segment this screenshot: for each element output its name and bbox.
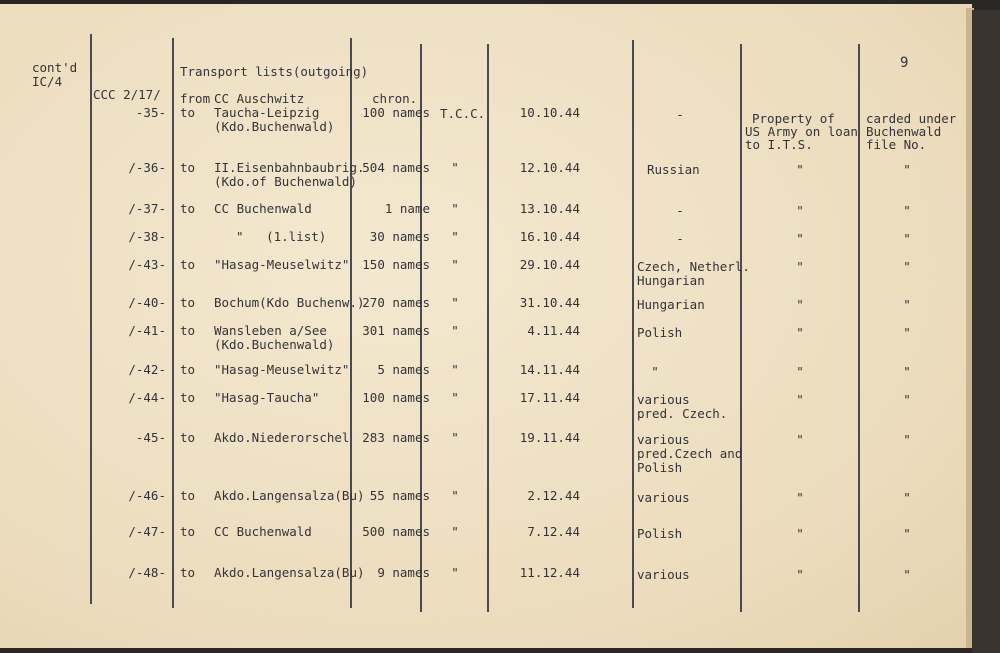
carded-ditto: " [903,259,911,274]
destination-line: Akdo.Langensalza(Bu) [214,488,365,503]
destination-line: "Hasag-Meuselwitz" [214,257,350,272]
names-count: 283 names [362,430,430,445]
names-count: 301 names [362,323,430,338]
nationality-line: Hungarian [637,297,705,312]
transport-number: -45- [135,430,166,445]
names-count: 270 names [362,295,430,310]
nationality-line: Polish [637,460,683,475]
nationality-line: Czech, Netherl. [637,259,750,274]
destination-line: CC Auschwitz [214,91,305,106]
transport-number: /-46- [128,488,166,503]
transport-number: /-38- [128,229,166,244]
destination-line: Akdo.Langensalza(Bu) [214,565,365,580]
transport-number: -35- [135,105,166,120]
page-number: 9 [900,55,909,71]
transport-number: /-40- [128,295,166,310]
document-page [0,4,972,648]
property-ditto: " [796,203,804,218]
destination-line: (Kdo.Buchenwald) [214,337,335,352]
carded-ditto: " [903,364,911,379]
tcc-ditto: " [451,524,459,539]
carded-ditto: " [903,432,911,447]
carded-ditto: " [903,526,911,541]
names-count: 100 names [362,390,430,405]
destination-line: "Hasag-Taucha" [214,390,320,405]
carded-ditto: " [903,567,911,582]
property-ditto: " [796,364,804,379]
margin-code: IC/4 [32,74,63,89]
date: 31.10.44 [519,295,580,310]
names-count: 1 name [384,201,430,216]
nationality-line: - [676,203,684,218]
nationality-line: Polish [637,325,683,340]
transport-number: /-42- [128,362,166,377]
tcc-ditto: " [451,430,459,445]
names-count: 5 names [377,362,430,377]
carded-ditto: " [903,392,911,407]
tcc-ditto: " [451,488,459,503]
date: 16.10.44 [519,229,580,244]
to-label: to [180,524,196,539]
transport-number: /-36- [128,160,166,175]
to-label: to [180,105,196,120]
tcc-ditto: " [451,390,459,405]
to-label: to [180,565,196,580]
nationality-line: " [651,364,659,379]
transport-number: /-41- [128,323,166,338]
destination-line: II.Eisenbahnbaubrig. [214,160,365,175]
carded-ditto: " [903,203,911,218]
carded-note-line: carded under [866,111,957,126]
property-note-line: to I.T.S. [745,137,813,152]
nationality-line: pred. Czech. [637,406,728,421]
destination-line: CC Buchenwald [214,524,312,539]
to-label: to [180,488,196,503]
date: 17.11.44 [519,390,580,405]
carded-ditto: " [903,231,911,246]
destination-line: (Kdo.Buchenwald) [214,119,335,134]
to-label: to [180,430,196,445]
property-ditto: " [796,392,804,407]
date: 2.12.44 [527,488,580,503]
names-count: 500 names [362,524,430,539]
column-rule [172,38,174,608]
transport-number: /-44- [128,390,166,405]
tcc-ditto: " [451,201,459,216]
destination-line: " (1.list) [236,229,327,244]
column-rule [350,38,352,608]
nationality-line: Polish [637,526,683,541]
date: 7.12.44 [527,524,580,539]
destination-line: CC Buchenwald [214,201,312,216]
date: 29.10.44 [519,257,580,272]
to-label: to [180,295,196,310]
date: 19.11.44 [519,430,580,445]
names-count: 55 names [369,488,430,503]
tcc-ditto: " [451,362,459,377]
binder-edge [972,10,1000,653]
property-note-line: Property of [752,111,835,126]
property-ditto: " [796,297,804,312]
column-rule [90,34,92,604]
transport-number: /-43- [128,257,166,272]
property-ditto: " [796,432,804,447]
property-ditto: " [796,526,804,541]
destination-line: Akdo.Niederorschel [214,430,350,445]
date: 10.10.44 [519,105,580,120]
property-ditto: " [796,567,804,582]
nationality-line: - [676,107,684,122]
column-rule [487,44,489,612]
to-label: to [180,201,196,216]
transport-number: /-37- [128,201,166,216]
carded-ditto: " [903,297,911,312]
nationality-line: pred.Czech and [637,446,743,461]
property-ditto: " [796,490,804,505]
column-rule [858,44,860,612]
nationality-line: various [637,392,690,407]
date: 12.10.44 [519,160,580,175]
column-rule [632,40,634,608]
to-label: to [180,390,196,405]
property-ditto: " [796,259,804,274]
nationality-line: various [637,432,690,447]
names-count: 100 names [362,105,430,120]
nationality-line: Russian [647,162,700,177]
reference-code: CCC 2/17/ [93,87,161,102]
carded-note-line: file No. [866,137,927,152]
names-count: 30 names [369,229,430,244]
tcc-ditto: " [451,257,459,272]
tcc-label: T.C.C. [440,106,486,121]
destination-line: Wansleben a/See [214,323,327,338]
property-ditto: " [796,325,804,340]
chron-header: chron. [372,91,418,106]
transport-number: /-48- [128,565,166,580]
destination-line: Bochum(Kdo Buchenw.) [214,295,365,310]
carded-note-line: Buchenwald [866,124,942,139]
from-label: from [180,91,211,106]
nationality-line: various [637,490,690,505]
names-count: 150 names [362,257,430,272]
to-label: to [180,160,196,175]
names-count: 9 names [377,565,430,580]
tcc-ditto: " [451,229,459,244]
destination-line: "Hasag-Meuselwitz" [214,362,350,377]
date: 13.10.44 [519,201,580,216]
column-rule [740,44,742,612]
property-note-line: US Army on loan [745,124,858,139]
destination-line: Taucha-Leipzig [214,105,320,120]
tcc-ditto: " [451,160,459,175]
destination-line: (Kdo.of Buchenwald) [214,174,357,189]
carded-ditto: " [903,325,911,340]
tcc-ditto: " [451,323,459,338]
to-label: to [180,323,196,338]
property-ditto: " [796,162,804,177]
page-heading: Transport lists(outgoing) [180,64,369,79]
date: 14.11.44 [519,362,580,377]
carded-ditto: " [903,490,911,505]
tcc-ditto: " [451,295,459,310]
margin-cont: cont'd [32,60,78,75]
to-label: to [180,362,196,377]
transport-number: /-47- [128,524,166,539]
carded-ditto: " [903,162,911,177]
nationality-line: various [637,567,690,582]
nationality-line: Hungarian [637,273,705,288]
date: 4.11.44 [527,323,580,338]
to-label: to [180,257,196,272]
date: 11.12.44 [519,565,580,580]
nationality-line: - [676,231,684,246]
tcc-ditto: " [451,565,459,580]
names-count: 504 names [362,160,430,175]
property-ditto: " [796,231,804,246]
